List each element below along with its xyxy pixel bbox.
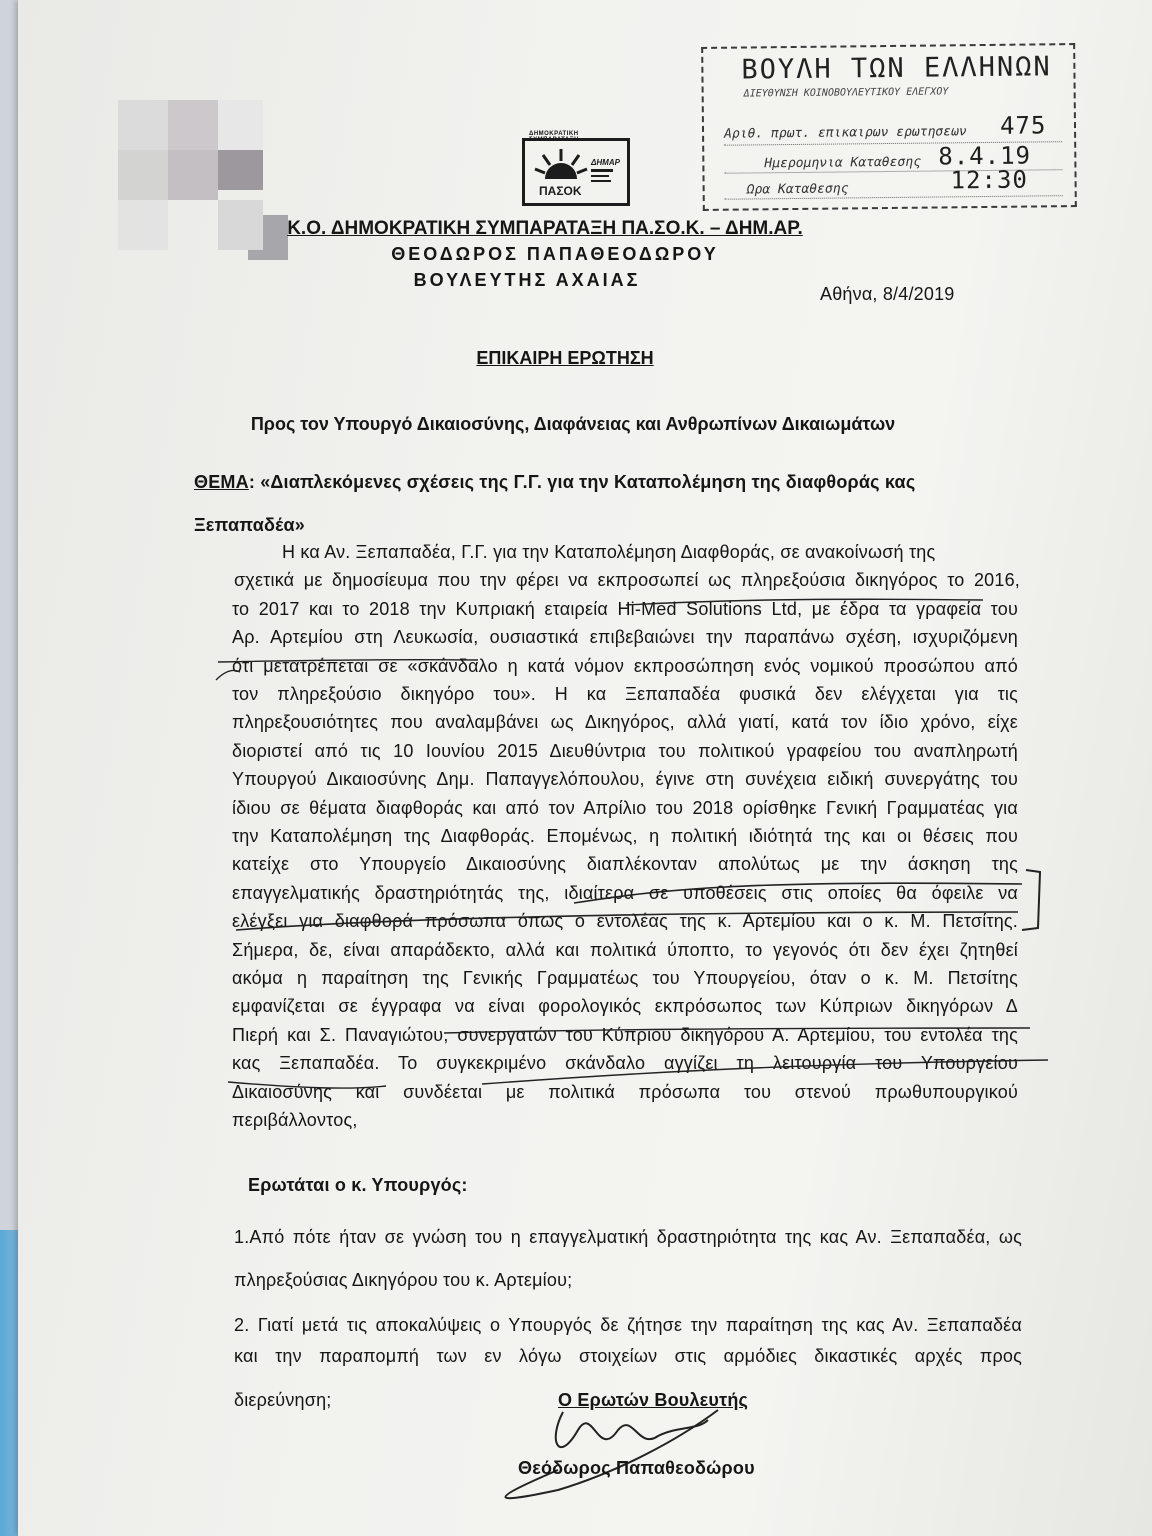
body-line: ακόμα η παραίτηση της Γενικής Γραμματέως του Υπουργείου, όταν ο κ. Μ. Πετσίτης bbox=[232, 968, 1018, 988]
body-line: επαγγελματικής δραστηριότητάς της, ιδιαίτερα σε υποθέσεις στις οποίες θα όφειλε να bbox=[232, 882, 1018, 903]
body-line: Σήμερα, δε, είναι απαράδεκτο, αλλά και πολιτικά ύποπτο, το γεγονός ότι δεν έχει ζητηθεί bbox=[232, 939, 1018, 960]
stamp-date-value: 8.4.19 bbox=[938, 141, 1032, 171]
question-line: 1.Από πότε ήταν σε γνώση του η επαγγελματική δραστηριότητα της κας Αν. Ξεπαπαδέα, ως bbox=[234, 1227, 1022, 1247]
body-line: το 2017 και το 2018 την Κυπριακή εταιρεία Hi-Med Solutions Ltd, με έδρα τα γραφεία του bbox=[232, 598, 1018, 619]
stamp-time-value: 12:30 bbox=[950, 165, 1028, 195]
body-line: Η κα Αν. Ξεπαπαδέα, Γ.Γ. για την Καταπολέμηση Διαφθοράς, σε ανακοίνωσή της bbox=[282, 542, 936, 562]
question-heading: Ερωτάται ο κ. Υπουργός: bbox=[248, 1175, 468, 1195]
logo-caption: ΔΗΜΟΚΡΑΤΙΚΗ ΣΥΜΠΑΡΑΤΑΞΗ bbox=[529, 131, 579, 143]
body-line: την Καταπολέμηση της Διαφθοράς. Επομένως, η πολιτική ιδιότητά της και οι θέσεις που bbox=[232, 826, 1018, 846]
question-line: 2. Γιατί μετά τις αποκαλύψεις ο Υπουργός δε ζήτησε την παραίτηση της κας Αν. Ξεπαπαδέα bbox=[234, 1315, 1022, 1335]
body-line: ελέγξει για διαφθορά πρόσωπα όπως ο εντολέας της κ. Αρτεμίου και ο κ. Μ. Πετσίτης. bbox=[232, 911, 1018, 932]
question-line: πληρεξούσιας Δικηγόρου του κ. Αρτεμίου; bbox=[234, 1270, 573, 1290]
document-page bbox=[18, 0, 1152, 1536]
body-line: τον πληρεξούσιο δικηγόρο του». Η κα Ξεπαπαδέα φυσικά δεν ελέγχεται για τις bbox=[232, 684, 1018, 704]
subject-text: : «Διαπλεκόμενες σχέσεις της Γ.Γ. για την Καταπολέμηση της διαφθοράς κας bbox=[248, 472, 916, 492]
stamp-title: ΒΟΥΛΗ ΤΩΝ ΕΛΛΗΝΩΝ bbox=[741, 51, 1052, 86]
recipient-line: Προς τον Υπουργό Δικαιοσύνης, Διαφάνειας και Ανθρωπίνων Δικαιωμάτων bbox=[250, 414, 896, 434]
logo-left-text: ΠΑΣΟΚ bbox=[539, 184, 582, 198]
body-line: Πιερή και Σ. Παναγιώτου, συνεργατών του Κύπριου δικηγόρου Α. Αρτεμίου, του εντολέα της bbox=[232, 1024, 1018, 1045]
body-line: Δικαιοσύνης και συνδέεται με πολιτικά πρόσωπα του στενού πρωθυπουργικού bbox=[232, 1081, 1018, 1102]
body-line: εμφανίζεται σε έγγραφα να είναι φορολογικός εκπρόσωπος των Κύπριων δικηγόρων Δ bbox=[232, 996, 1018, 1017]
stamp-time-label: Ωρα Καταθεσης bbox=[746, 181, 849, 198]
body-line: κας Ξεπαπαδέα. Το συγκεκριμένο σκάνδαλο αγγίζει τη λειτουργία του Υπουργείου bbox=[232, 1053, 1018, 1074]
body-line: Υπουργού Δικαιοσύνης Δημ. Παπαγγελόπουλου, έγινε στη συνέχεια ειδική συνεργάτης του bbox=[232, 769, 1018, 790]
subject-line-2: Ξεπαπαδέα» bbox=[194, 515, 305, 535]
body-line: περιβάλλοντος, bbox=[232, 1110, 358, 1130]
stamp-date-label: Ημερομηνια Καταθεσης bbox=[764, 154, 921, 172]
mp-role: ΒΟΥΛΕΥΤΗΣ ΑΧΑΙΑΣ bbox=[413, 270, 641, 290]
stamp-number-value: 475 bbox=[999, 111, 1047, 140]
question-line: διερεύνηση; bbox=[234, 1390, 332, 1410]
handwritten-markings bbox=[18, 0, 1152, 1536]
signature-title: Ο Ερωτών Βουλευτής bbox=[558, 1390, 749, 1410]
party-heading: Κ.Ο. ΔΗΜΟΚΡΑΤΙΚΗ ΣΥΜΠΑΡΑΤΑΞΗ ΠΑ.ΣΟ.Κ. – ΔΗΜ.ΑΡ. bbox=[287, 218, 803, 239]
body-line: κατείχε στο Υπουργείο Δικαιοσύνης διαπλέκονταν απολύτως με την άσκηση της bbox=[232, 854, 1018, 875]
body-line: διοριστεί από τις 10 Ιουνίου 2015 Διευθύντρια του πολιτικού γραφείου του αναπληρωτή bbox=[232, 740, 1018, 761]
stamp-number-label: Αριθ. πρωτ. επικαιρων ερωτησεων bbox=[723, 124, 967, 142]
place-date: Αθήνα, 8/4/2019 bbox=[820, 284, 955, 304]
body-line: πληρεξουσιότητες που αναλαμβάνει ως Δικηγόρος, αλλά γιατί, κατά τον ίδιο χρόνο, είχε bbox=[232, 712, 1018, 733]
stamp-department: ΔΙΕΥΘΥΝΣΗ ΚΟΙΝΟΒΟΥΛΕΥΤΙΚΟΥ ΕΛΕΓΧΟΥ bbox=[743, 86, 949, 100]
logo-right-text: ΔΗΜΑΡ bbox=[591, 158, 620, 167]
mp-name: ΘΕΟΔΩΡΟΣ ΠΑΠΑΘΕΟΔΩΡΟΥ bbox=[391, 244, 719, 264]
body-line: Αρ. Αρτεμίου στη Λευκωσία, ουσιαστικά επιβεβαιώνει την παραπάνω σχέση, ισχυριζόμενη bbox=[232, 627, 1018, 648]
body-line: σχετικά με δημοσίευμα που την φέρει να εκπροσωπεί ως πληρεξούσια δικηγόρος το 2016, bbox=[234, 570, 1020, 591]
signature-name: Θεόδωρος Παπαθεοδώρου bbox=[518, 1458, 755, 1478]
question-line: και την παραπομπή των εν λόγω στοιχείων στις αρμόδιες δικαστικές αρχές προς bbox=[234, 1346, 1022, 1366]
body-line: ίδιου σε θέματα διαφθοράς και από τον Απρίλιο του 2018 ορίσθηκε Γενική Γραμματέας για bbox=[232, 797, 1018, 818]
document-title: ΕΠΙΚΑΙΡΗ ΕΡΩΤΗΣΗ bbox=[476, 348, 654, 368]
body-line: ότι μετατρέπεται σε «σκάνδαλο η κατά νόμον εκπροσώπηση ενός νομικού προσώπου από bbox=[232, 655, 1018, 676]
subject-label: ΘΕΜΑ bbox=[194, 472, 249, 492]
